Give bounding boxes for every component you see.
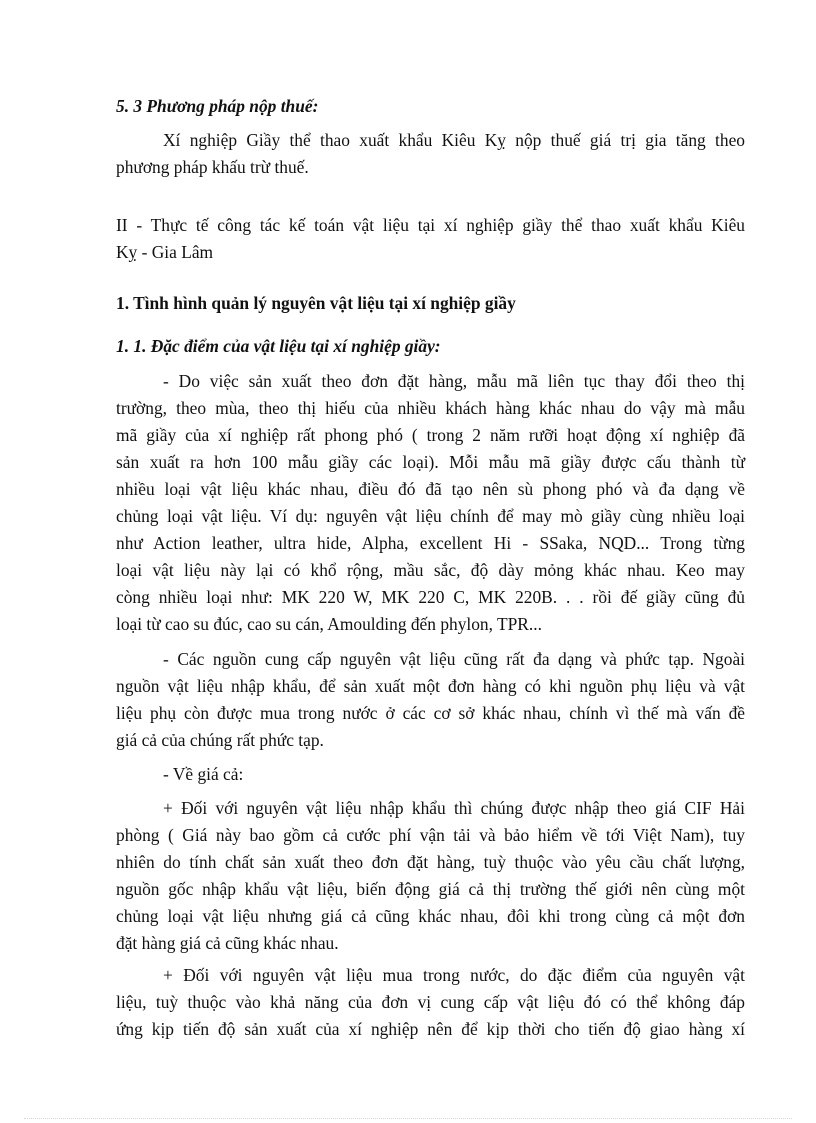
paragraph-line: loại vật liệu này lại có khổ rộng, mầu sắc, độ dày mỏng khác nhau. Keo may	[116, 560, 745, 580]
heading-text: 1. 1. Đặc điểm của vật liệu tại xí nghiệp giầy:	[116, 336, 441, 356]
paragraph-domestic-materials	[116, 962, 745, 1043]
paragraph-material-characteristics	[116, 368, 745, 638]
paragraph-line: nguồn vật liệu nhập khẩu, để sản xuất một đơn hàng có khi nguồn phụ liệu và vật	[116, 676, 745, 696]
paragraph-line: mã giầy của xí nghiệp rất phong phó ( trong 2 năm rưỡi hoạt động xí nghiệp đã	[116, 425, 745, 445]
paragraph-line: - Các nguồn cung cấp nguyên vật liệu cũng rất đa dạng và phức tạp. Ngoài	[163, 649, 745, 669]
paragraph-tax-method	[116, 127, 745, 181]
paragraph-line: trường, theo mùa, theo thị hiếu của nhiều khách hàng khác nhau do vậy mà mẫu	[116, 398, 745, 418]
paragraph-line: + Đối với nguyên vật liệu nhập khẩu thì chúng được nhập theo giá CIF Hải	[163, 798, 745, 818]
paragraph-price-heading	[116, 761, 745, 788]
paragraph-line: chủng loại vật liệu. Ví dụ: nguyên vật liệu chính để may mò giầy cùng nhiều loại	[116, 506, 745, 526]
heading-line: II - Thực tế công tác kế toán vật liệu tại xí nghiệp giầy thể thao xuất khẩu Kiêu	[116, 215, 745, 235]
paragraph-line: giá cả của chúng rất phức tạp.	[116, 730, 324, 750]
section-heading-II	[116, 212, 745, 266]
paragraph-line: - Do việc sản xuất theo đơn đặt hàng, mẫu mã liên tục thay đổi theo thị	[163, 371, 745, 391]
paragraph-line: như Action leather, ultra hide, Alpha, excellent Hi - SSaka, NQD... Trong từng	[116, 533, 745, 553]
paragraph-line: liệu phụ còn được mua trong nước ở các cơ sở khác nhau, chính vì thế mà vấn đề	[116, 703, 745, 723]
heading-text: 1. Tình hình quản lý nguyên vật liệu tại xí nghiệp giầy	[116, 293, 516, 313]
paragraph-line: phương pháp khấu trừ thuế.	[116, 157, 309, 177]
paragraph-line: ứng kịp tiến độ sản xuất của xí nghiệp nên để kịp thời cho tiến độ giao hàng xí	[116, 1019, 745, 1039]
paragraph-line: phòng ( Giá này bao gồm cả cước phí vận tải và bảo hiểm về tới Việt Nam), tuy	[116, 825, 745, 845]
heading-text: 5. 3 Phương pháp nộp thuế:	[116, 96, 319, 116]
paragraph-line: nhiều loại vật liệu khác nhau, điều đó đã tạo nên sù phong phó và đa dạng về	[116, 479, 745, 499]
page-bottom-divider	[24, 1118, 792, 1119]
paragraph-supply-sources	[116, 646, 745, 754]
paragraph-line: đặt hàng giá cả cũng khác nhau.	[116, 933, 339, 953]
paragraph-line: + Đối với nguyên vật liệu mua trong nước, do đặc điểm của nguyên vật	[163, 965, 745, 985]
paragraph-line: loại từ cao su đúc, cao su cán, Amoulding đến phylon, TPR...	[116, 614, 542, 634]
paragraph-line: - Về giá cả:	[163, 764, 244, 784]
section-heading-5-3	[116, 93, 745, 120]
heading-line: Kỵ - Gia Lâm	[116, 242, 214, 262]
paragraph-line: còng nhiều loại như: MK 220 W, MK 220 C, MK 220B. . . rồi đế giầy cũng đủ	[116, 587, 745, 607]
paragraph-line: nhiên do tính chất sản xuất theo đơn đặt hàng, tuỳ thuộc vào yêu cầu chất lượng,	[116, 852, 745, 872]
section-heading-1	[116, 290, 745, 317]
paragraph-line: sản xuất ra hơn 100 mẫu giầy các loại). Mỗi mẫu mã giầy được cấu thành từ	[116, 452, 745, 472]
section-heading-1-1	[116, 333, 745, 360]
paragraph-line: Xí nghiệp Giầy thể thao xuất khẩu Kiêu Kỵ nộp thuế giá trị gia tăng theo	[163, 130, 745, 150]
paragraph-line: chủng loại vật liệu nhưng giá cả cũng khác nhau, đôi khi trong cùng cả một đơn	[116, 906, 745, 926]
paragraph-line: liệu, tuỳ thuộc vào khả năng của đơn vị cung cấp vật liệu đó có thể không đáp	[116, 992, 745, 1012]
paragraph-imported-materials	[116, 795, 745, 957]
paragraph-line: nguồn gốc nhập khẩu vật liệu, biến động giá cả thị trường thế giới nên cùng một	[116, 879, 745, 899]
